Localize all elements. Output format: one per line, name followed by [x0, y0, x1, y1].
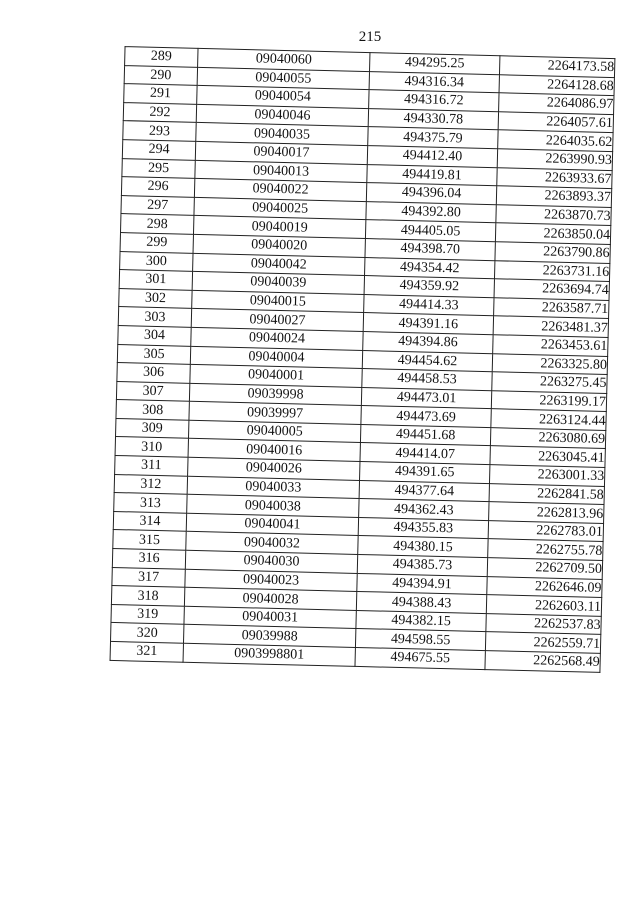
row-number-cell: 302 — [119, 288, 192, 308]
row-number-cell: 299 — [120, 232, 193, 252]
row-number-cell: 290 — [124, 65, 197, 85]
point-code-cell: 09040030 — [185, 550, 357, 573]
x-coordinate-cell: 494330.78 — [368, 108, 498, 130]
row-number-cell: 303 — [118, 307, 191, 327]
y-coordinate-cell: 2264035.62 — [498, 130, 613, 151]
row-number-cell: 320 — [111, 623, 184, 643]
y-coordinate-cell: 2263790.86 — [495, 242, 610, 263]
x-coordinate-cell: 494675.55 — [355, 647, 485, 669]
row-number-cell: 316 — [112, 548, 185, 568]
point-code-cell: 09040022 — [194, 179, 366, 202]
point-code-cell: 09040031 — [184, 606, 356, 629]
row-number-cell: 310 — [115, 437, 188, 457]
row-number-cell: 304 — [118, 325, 191, 345]
point-code-cell: 09040046 — [196, 104, 368, 127]
row-number-cell: 319 — [111, 604, 184, 624]
point-code-cell: 09040016 — [188, 439, 360, 462]
point-code-cell: 09040013 — [195, 160, 367, 183]
x-coordinate-cell: 494380.15 — [358, 536, 488, 558]
x-coordinate-cell: 494388.43 — [356, 592, 486, 614]
y-coordinate-cell: 2262813.96 — [489, 502, 604, 523]
row-number-cell: 311 — [115, 456, 188, 476]
row-number-cell: 300 — [120, 251, 193, 271]
y-coordinate-cell: 2263199.17 — [491, 390, 606, 411]
point-code-cell: 09039988 — [183, 625, 355, 648]
point-code-cell: 09040005 — [188, 420, 360, 443]
coordinate-table-body — [110, 47, 615, 672]
row-number-cell: 289 — [125, 47, 198, 67]
x-coordinate-cell: 494354.42 — [365, 257, 495, 279]
x-coordinate-cell: 494405.05 — [365, 220, 495, 242]
point-code-cell: 09040027 — [191, 309, 363, 332]
x-coordinate-cell: 494375.79 — [368, 127, 498, 149]
x-coordinate-cell: 494316.34 — [369, 71, 499, 93]
x-coordinate-cell: 494598.55 — [355, 629, 485, 651]
point-code-cell: 09040001 — [190, 364, 362, 387]
y-coordinate-cell: 2263453.61 — [493, 335, 608, 356]
point-code-cell: 09040042 — [193, 253, 365, 276]
y-coordinate-cell: 2263893.37 — [496, 186, 611, 207]
row-number-cell: 318 — [111, 586, 184, 606]
point-code-cell: 09040015 — [192, 290, 364, 313]
y-coordinate-cell: 2263001.33 — [489, 465, 604, 486]
row-number-cell: 291 — [124, 84, 197, 104]
point-code-cell: 09040055 — [197, 67, 369, 90]
page-number: 215 — [358, 29, 382, 45]
x-coordinate-cell: 494414.33 — [364, 294, 494, 316]
x-coordinate-cell: 494396.04 — [366, 183, 496, 205]
row-number-cell: 306 — [117, 363, 190, 383]
row-number-cell: 298 — [121, 214, 194, 234]
x-coordinate-cell: 494398.70 — [365, 238, 495, 260]
y-coordinate-cell: 2264173.58 — [499, 56, 614, 77]
point-code-cell: 09040054 — [197, 86, 369, 109]
point-code-cell: 09040028 — [184, 587, 356, 610]
y-coordinate-cell: 2263587.71 — [494, 297, 609, 318]
point-code-cell: 09040038 — [187, 495, 359, 518]
row-number-cell: 313 — [114, 493, 187, 513]
x-coordinate-cell: 494295.25 — [370, 53, 500, 75]
x-coordinate-cell: 494392.80 — [366, 201, 496, 223]
x-coordinate-cell: 494414.07 — [360, 443, 490, 465]
point-code-cell: 09040019 — [193, 216, 365, 239]
y-coordinate-cell: 2262537.83 — [486, 613, 601, 634]
y-coordinate-cell: 2262646.09 — [487, 576, 602, 597]
y-coordinate-cell: 2263080.69 — [490, 428, 605, 449]
row-number-cell: 305 — [117, 344, 190, 364]
y-coordinate-cell: 2262709.50 — [487, 558, 602, 579]
point-code-cell: 09040033 — [187, 476, 359, 499]
y-coordinate-cell: 2262559.71 — [485, 632, 600, 653]
row-number-cell: 315 — [113, 530, 186, 550]
point-code-cell: 09040026 — [188, 457, 360, 480]
row-number-cell: 292 — [123, 102, 196, 122]
x-coordinate-cell: 494362.43 — [359, 499, 489, 521]
x-coordinate-cell: 494316.72 — [369, 90, 499, 112]
y-coordinate-cell: 2262603.11 — [486, 595, 601, 616]
point-code-cell: 09039998 — [189, 383, 361, 406]
point-code-cell: 0903998801 — [183, 643, 355, 666]
y-coordinate-cell: 2263870.73 — [496, 204, 611, 225]
x-coordinate-cell: 494377.64 — [359, 480, 489, 502]
y-coordinate-cell: 2263990.93 — [497, 149, 612, 170]
point-code-cell: 09040017 — [195, 141, 367, 164]
x-coordinate-cell: 494451.68 — [360, 424, 490, 446]
point-code-cell: 09040020 — [193, 234, 365, 257]
row-number-cell: 294 — [122, 140, 195, 160]
x-coordinate-cell: 494454.62 — [362, 350, 492, 372]
row-number-cell: 296 — [121, 177, 194, 197]
y-coordinate-cell: 2262755.78 — [488, 539, 603, 560]
point-code-cell: 09040035 — [196, 123, 368, 146]
point-code-cell: 09040032 — [186, 532, 358, 555]
y-coordinate-cell: 2263045.41 — [490, 446, 605, 467]
row-number-cell: 321 — [110, 641, 183, 661]
y-coordinate-cell: 2262783.01 — [488, 520, 603, 541]
x-coordinate-cell: 494394.91 — [357, 573, 487, 595]
x-coordinate-cell: 494419.81 — [367, 164, 497, 186]
point-code-cell: 09040039 — [192, 271, 364, 294]
coordinate-table-container — [110, 46, 615, 671]
row-number-cell: 293 — [123, 121, 196, 141]
y-coordinate-cell: 2263481.37 — [493, 316, 608, 337]
point-code-cell: 09040025 — [194, 197, 366, 220]
x-coordinate-cell: 494359.92 — [364, 276, 494, 298]
x-coordinate-cell: 494382.15 — [356, 610, 486, 632]
row-number-cell: 308 — [116, 400, 189, 420]
x-coordinate-cell: 494473.01 — [361, 387, 491, 409]
coordinate-table — [110, 46, 616, 672]
x-coordinate-cell: 494355.83 — [358, 517, 488, 539]
point-code-cell: 09040004 — [190, 346, 362, 369]
x-coordinate-cell: 494391.16 — [363, 313, 493, 335]
row-number-cell: 295 — [122, 158, 195, 178]
point-code-cell: 09040023 — [185, 569, 357, 592]
y-coordinate-cell: 2263275.45 — [492, 372, 607, 393]
x-coordinate-cell: 494394.86 — [363, 331, 493, 353]
row-number-cell: 307 — [116, 381, 189, 401]
y-coordinate-cell: 2264086.97 — [499, 93, 614, 114]
y-coordinate-cell: 2263325.80 — [492, 353, 607, 374]
y-coordinate-cell: 2264128.68 — [499, 74, 614, 95]
y-coordinate-cell: 2263850.04 — [495, 223, 610, 244]
row-number-cell: 309 — [116, 418, 189, 438]
x-coordinate-cell: 494391.65 — [360, 462, 490, 484]
x-coordinate-cell: 494412.40 — [367, 146, 497, 168]
row-number-cell: 301 — [119, 270, 192, 290]
row-number-cell: 317 — [112, 567, 185, 587]
point-code-cell: 09040041 — [186, 513, 358, 536]
y-coordinate-cell: 2262568.49 — [485, 651, 600, 672]
point-code-cell: 09040060 — [198, 48, 370, 71]
point-code-cell: 09040024 — [191, 327, 363, 350]
x-coordinate-cell: 494385.73 — [357, 554, 487, 576]
y-coordinate-cell: 2263124.44 — [491, 409, 606, 430]
row-number-cell: 297 — [121, 195, 194, 215]
x-coordinate-cell: 494473.69 — [361, 406, 491, 428]
point-code-cell: 09039997 — [189, 402, 361, 425]
y-coordinate-cell: 2264057.61 — [498, 112, 613, 133]
row-number-cell: 312 — [114, 474, 187, 494]
x-coordinate-cell: 494458.53 — [362, 369, 492, 391]
y-coordinate-cell: 2263933.67 — [497, 167, 612, 188]
y-coordinate-cell: 2263731.16 — [494, 260, 609, 281]
y-coordinate-cell: 2262841.58 — [489, 483, 604, 504]
y-coordinate-cell: 2263694.74 — [494, 279, 609, 300]
row-number-cell: 314 — [113, 511, 186, 531]
